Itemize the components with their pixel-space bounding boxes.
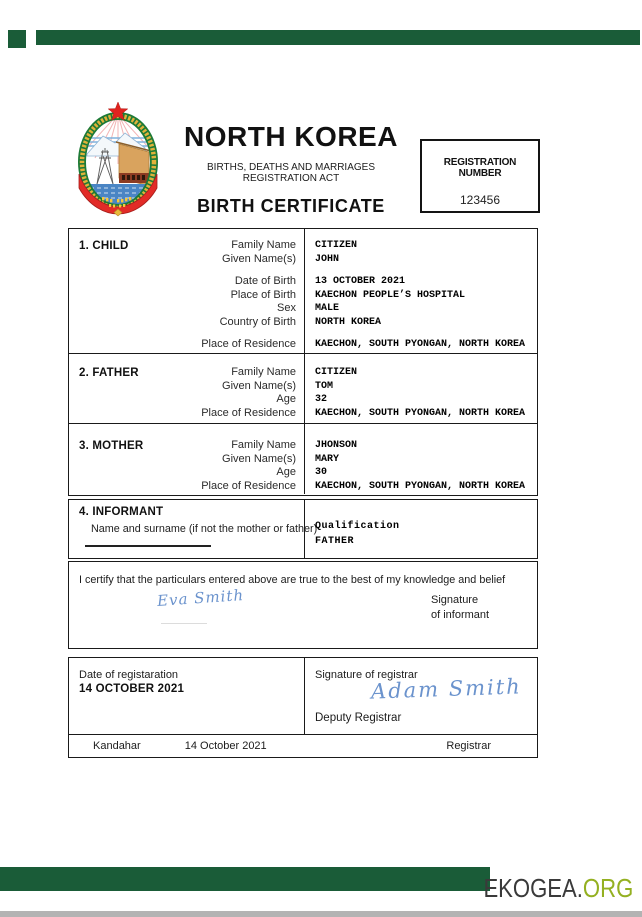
registrar-signature-label: Signature of registrar — [315, 669, 418, 681]
section-child-heading: 1. CHILD — [79, 240, 129, 252]
field-label: Place of Residence — [201, 338, 296, 350]
footer-role: Registrar — [446, 739, 491, 752]
section-informant — [68, 499, 538, 559]
field-value: KAECHON, SOUTH PYONGAN, NORTH KOREA — [315, 480, 526, 492]
field-label: Place of Birth — [230, 288, 296, 301]
field-label: Age — [276, 393, 296, 405]
field-value: JHONSON — [315, 440, 358, 451]
section-mother-heading: 3. MOTHER — [79, 440, 144, 452]
field-value: MALE — [315, 303, 340, 314]
signature-underline — [161, 623, 207, 624]
page-bottom-strip — [0, 911, 642, 917]
field-label: Sex — [277, 302, 296, 314]
field-value: JOHN — [315, 253, 340, 265]
qualification-value: FATHER — [315, 535, 355, 547]
section-father — [69, 353, 537, 423]
north-korea-emblem — [73, 100, 163, 222]
field-label: Age — [276, 466, 296, 478]
field-value: TOM — [315, 380, 334, 392]
field-label: Family Name — [231, 366, 296, 378]
field-label: Family Name — [231, 439, 296, 451]
registrar-title: Deputy Registrar — [315, 712, 402, 724]
registration-date-label: Date of registaration — [79, 669, 179, 681]
informant-signature: Eva Smith — [156, 585, 245, 611]
signature-caption-line1: Signature — [431, 594, 479, 606]
field-value: KAECHON PEOPLE’S HOSPITAL — [315, 289, 466, 301]
field-value: MARY — [315, 453, 340, 465]
persons-table — [68, 228, 538, 496]
field-value: NORTH KOREA — [315, 316, 382, 328]
field-label: Given Name(s) — [222, 379, 296, 392]
registrar-signature: Adam Smith — [370, 674, 523, 704]
informant-name-label: Name and surname (if not the mother or father) — [91, 523, 318, 535]
informant-name-blank-line — [85, 545, 211, 547]
field-label: Given Name(s) — [222, 252, 296, 265]
field-value: KAECHON, SOUTH PYONGAN, NORTH KOREA — [315, 407, 526, 419]
field-label: Family Name — [231, 239, 296, 251]
field-label: Place of Residence — [201, 479, 296, 492]
registrar-block — [68, 657, 538, 758]
qualification-label: Qualification — [315, 521, 400, 532]
certification-statement: I certify that the particulars entered above are true to the best of my knowledge and belief — [79, 574, 506, 586]
section-father-heading: 2. FATHER — [79, 367, 139, 379]
field-value: 32 — [315, 394, 328, 405]
site-header-bar — [36, 30, 640, 45]
registration-number-label: REGISTRATION NUMBER — [443, 157, 517, 179]
field-value: CITIZEN — [315, 367, 358, 378]
site-footer-bar — [0, 867, 490, 891]
field-value: KAECHON, SOUTH PYONGAN, NORTH KOREA — [315, 339, 526, 350]
field-value: 30 — [315, 467, 328, 478]
section-informant-heading: 4. INFORMANT — [79, 506, 164, 518]
section-mother — [69, 423, 537, 494]
certificate-header — [171, 122, 411, 217]
field-value: CITIZEN — [315, 240, 358, 251]
site-logo-name: EKOGEA. — [483, 873, 583, 903]
field-label: Country of Birth — [219, 315, 296, 328]
footer-date: 14 October 2021 — [184, 739, 267, 752]
signature-caption-line2: of informant — [431, 608, 490, 621]
registration-date-value: 14 OCTOBER 2021 — [79, 683, 185, 695]
footer-place: Kandahar — [93, 739, 141, 752]
site-logo-tld: ORG — [582, 873, 633, 903]
footer-row — [69, 735, 537, 756]
certification-block — [68, 561, 538, 649]
site-header-square — [8, 30, 26, 48]
signature-caption — [431, 593, 489, 622]
field-label: Place of Residence — [201, 406, 296, 419]
document-title: BIRTH CERTIFICATE — [197, 196, 385, 216]
field-label: Given Name(s) — [222, 452, 296, 465]
country-title: NORTH KOREA — [184, 121, 398, 152]
registration-number-value: 123456 — [459, 193, 501, 207]
site-logo-link[interactable] — [483, 873, 633, 904]
act-subtitle: BIRTHS, DEATHS AND MARRIAGES REGISTRATION ACT — [207, 162, 375, 184]
field-value: 13 OCTOBER 2021 — [315, 276, 406, 287]
registration-number-box — [420, 139, 540, 213]
field-label: Date of Birth — [234, 275, 296, 287]
section-child — [69, 229, 537, 353]
